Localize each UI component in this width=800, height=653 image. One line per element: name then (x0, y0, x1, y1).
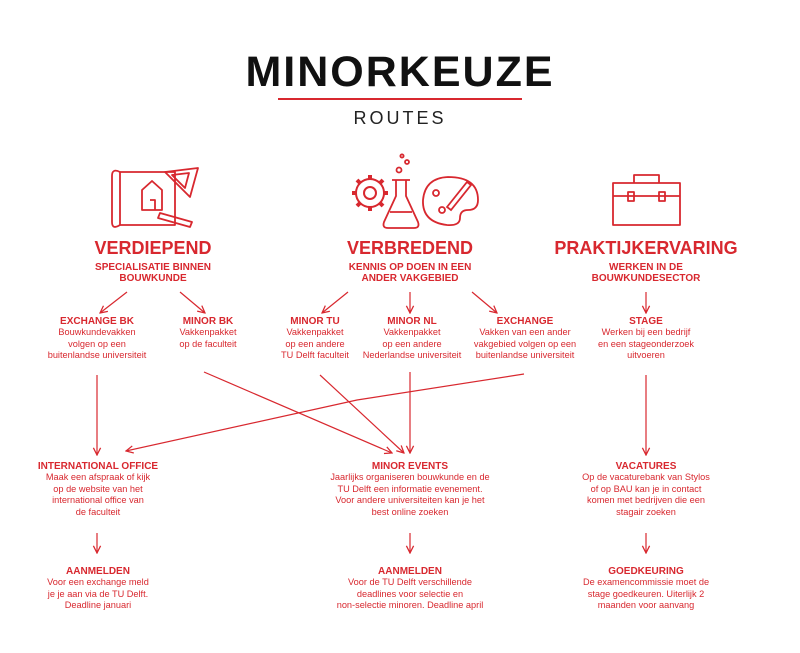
flask-icon (384, 154, 419, 228)
route-praktijk-sub: WERKEN IN DE BOUWKUNDESECTOR (591, 262, 701, 284)
step-international-office: INTERNATIONAL OFFICE Maak een afspraak of kijk op de website van het international office van de faculteit (37, 461, 159, 517)
arrow-to-exchange-bk (100, 292, 127, 313)
briefcase-icon (613, 175, 680, 225)
option-minor-nl: MINOR NL Vakkenpakket op een andere Nederlandse universiteit (362, 316, 462, 360)
arrow-minortu-to-events (320, 375, 404, 453)
page-title: MINORKEUZE (245, 48, 555, 96)
option-exchange: EXCHANGE Vakken van een ander vakgebied volgen op een buitenlandse universiteit (473, 316, 577, 360)
arrow-to-minor-tu (322, 292, 348, 313)
page-subtitle: ROUTES (353, 108, 447, 128)
option-exchange-bk: EXCHANGE BK Bouwkundevakken volgen op een buitenlandse universiteit (47, 316, 147, 360)
route-praktijk-title: PRAKTIJKERVARING (554, 238, 738, 258)
route-verbredend-sub: KENNIS OP DOEN IN EEN ANDER VAKGEBIED (348, 262, 472, 284)
arrow-to-minor-bk (180, 292, 205, 313)
palette-icon (423, 177, 478, 225)
step-minor-events: MINOR EVENTS Jaarlijks organiseren bouwkunde en de TU Delft een informatie evenement. Voor andere universiteiten kan je het best online zoeken (330, 461, 490, 517)
arrow-exchange-to-intoffice (126, 374, 524, 451)
step-goedkeuring: GOEDKEURING De examencommissie moet de stage goedkeuren. Uiterlijk 2 maanden voor aanvang (582, 566, 710, 610)
step-aanmelden-exchange: AANMELDEN Voor een exchange meld je je aan via de TU Delft. Deadline januari (47, 566, 149, 610)
step-vacatures: VACATURES Op de vacaturebank van Stylos of op BAU kan je in contact komen met bedrijven die een stagair zoeken (582, 461, 710, 517)
route-verdiepend-title: VERDIEPEND (94, 238, 212, 258)
route-verbredend-title: VERBREDEND (346, 238, 474, 258)
route-verdiepend-sub: SPECIALISATIE BINNEN BOUWKUNDE (95, 262, 211, 284)
blueprint-icon (112, 168, 198, 227)
option-stage: STAGE Werken bij een bedrijf en een stageonderzoek uitvoeren (597, 316, 695, 360)
arrow-minorbk-to-events (204, 372, 392, 453)
option-minor-bk: MINOR BK Vakkenpakket op de faculteit (179, 316, 237, 349)
gear-icon (352, 175, 388, 211)
arrow-to-exchange (472, 292, 497, 313)
step-aanmelden-minor: AANMELDEN Voor de TU Delft verschillende deadlines voor selectie en non-selectie minoren. Deadline april (336, 566, 484, 610)
option-minor-tu: MINOR TU Vakkenpakket op een andere TU Delft faculteit (281, 316, 349, 360)
